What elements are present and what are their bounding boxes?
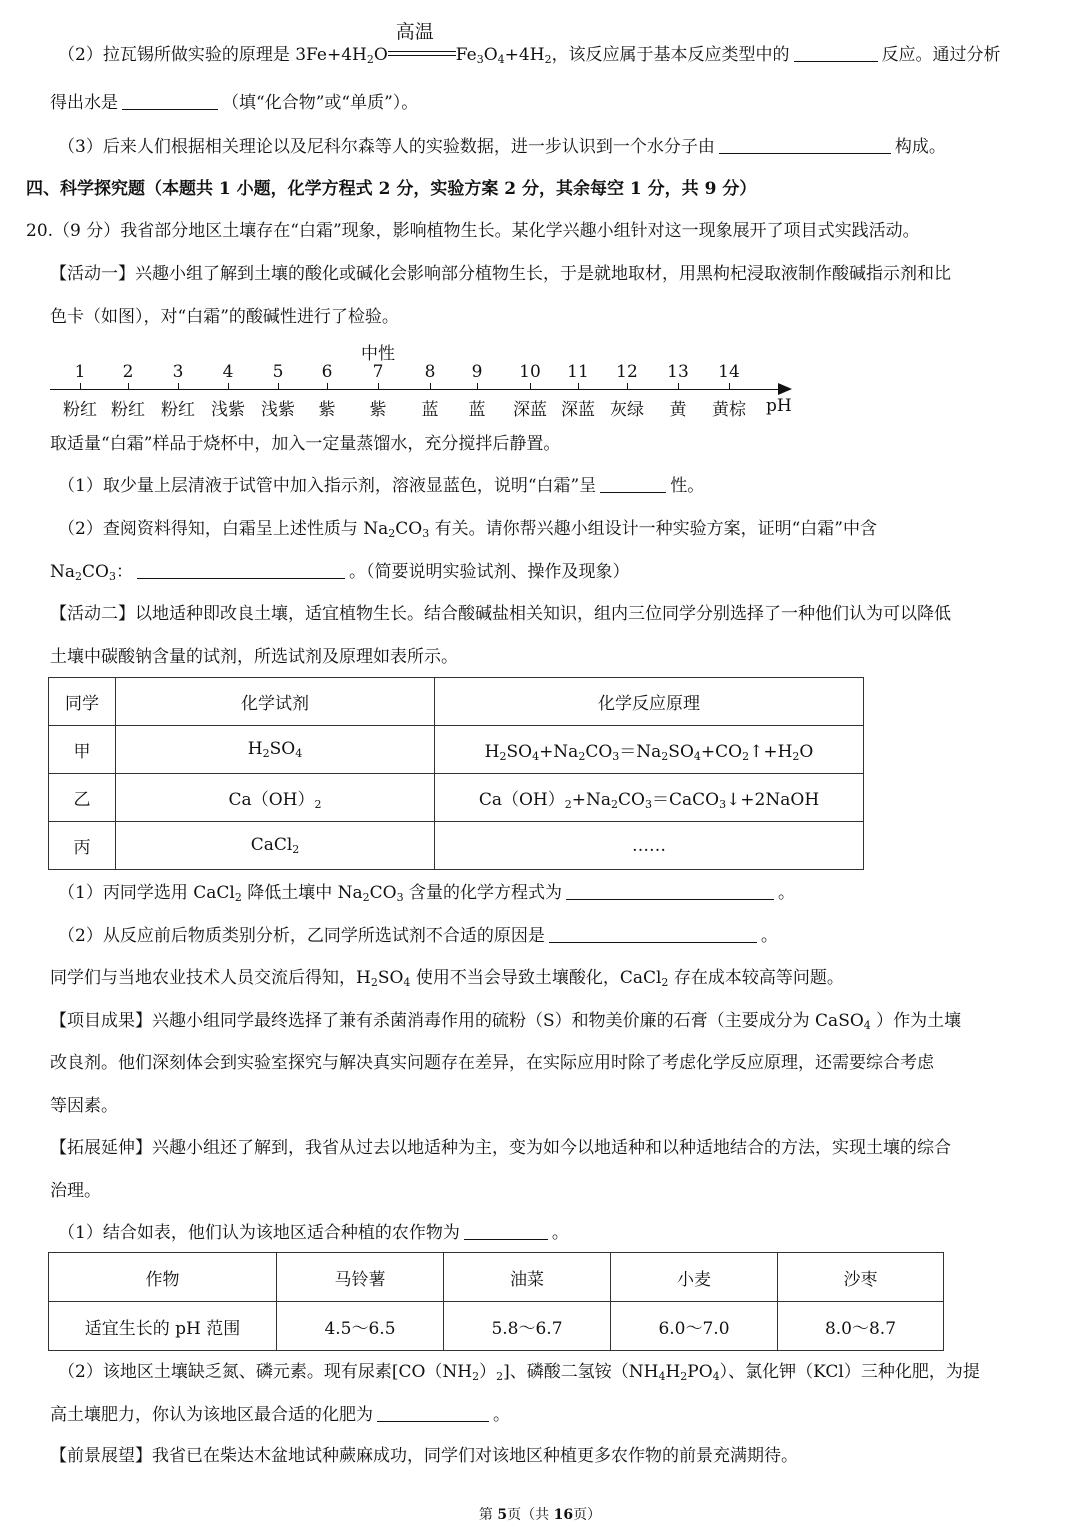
ph-tick-label: 6 [321, 362, 333, 382]
ph-color-label: 黄棕 [712, 400, 746, 420]
axis-arrow-icon [778, 383, 792, 395]
reagent-cell: CaCl$_2$ [116, 822, 435, 870]
ph-color-label: 黄 [669, 400, 687, 420]
crop-name: 油菜 [444, 1253, 611, 1302]
ph-color-label: 蓝 [468, 400, 486, 420]
reagent-cell: $Ca(OH)_2$ [116, 774, 435, 822]
answer-blank[interactable] [137, 562, 345, 579]
q20-step2-line1: （2）查阅资料得知，白霜呈上述性质与 $Na_2CO_3$ 有关。请你帮兴趣小组设计一种实验方案，证明“白霜”中含 [58, 519, 877, 540]
extension-q2-line2: 高土壤肥力，你认为该地区最合适的化肥为 。 [50, 1405, 510, 1425]
ph-color-label: 紫 [318, 400, 336, 420]
ph-tick [178, 383, 179, 389]
ph-color-label: 浅紫 [211, 400, 245, 420]
ph-tick [678, 383, 679, 389]
ph-tick [477, 383, 478, 389]
activity2-line2: 土壤中碳酸钠含量的试剂，所选试剂及原理如表所示。 [50, 647, 458, 667]
ph-color-label: 灰绿 [610, 400, 644, 420]
ph-tick [729, 383, 730, 389]
q19-part3: （3）后来人们根据相关理论以及尼科尔森等人的实验数据，进一步认识到一个水分子由 构成。 [58, 137, 946, 157]
crop-name: 沙枣 [778, 1253, 944, 1302]
ph-range: 5.8～6.7 [444, 1302, 611, 1351]
page-footer: 第 5页（共 16页） [478, 1507, 602, 1523]
extension-q1: （1）结合如表，他们认为该地区适合种植的农作物为 。 [58, 1223, 569, 1243]
principle-cell: …… [435, 822, 864, 870]
q20-step2-line2: $Na_2CO_3$： 。（简要说明实验试剂、操作及现象） [50, 562, 630, 583]
ph-color-scale [50, 340, 810, 420]
sample-prep: 取适量“白霜”样品于烧杯中，加入一定量蒸馏水，充分搅拌后静置。 [50, 434, 561, 454]
crop-ph-table [48, 1252, 944, 1351]
activity1-line1: 【活动一】兴趣小组了解到土壤的酸化或碱化会影响部分植物生长，于是就地取材，用黑枸杞浸取液制作酸碱指示剂和比 [50, 264, 951, 284]
ph-tick [378, 383, 379, 389]
ph-tick-label: 2 [122, 362, 134, 382]
section4-title: 四、科学探究题（本题共 1 小题，化学方程式 2 分，实验方案 2 分，其余每空 1 分，共 9 分） [26, 179, 757, 199]
ph-axis [50, 389, 785, 390]
ph-tick-label: 14 [718, 362, 740, 382]
ph-tick [530, 383, 531, 389]
ph-color-label: 深蓝 [561, 400, 595, 420]
crop-name: 小麦 [611, 1253, 778, 1302]
ph-tick [430, 383, 431, 389]
reaction-condition: 高温 [388, 42, 456, 62]
table-header: 化学试剂 [116, 678, 435, 726]
answer-blank[interactable] [377, 1405, 489, 1422]
q20-step1: （1）取少量上层清液于试管中加入指示剂，溶液显蓝色，说明“白霜”呈 性。 [58, 476, 705, 496]
ph-tick-label: 8 [424, 362, 436, 382]
table1-q1: （1）丙同学选用 CaCl$_2$ 降低土壤中 $Na_2CO_3$ 含量的化学方程式为 。 [58, 883, 795, 904]
student-cell: 乙 [49, 774, 116, 822]
student-cell: 甲 [49, 726, 116, 774]
crop-name: 马铃薯 [277, 1253, 444, 1302]
reagent-table [48, 677, 864, 870]
table-header: 化学反应原理 [435, 678, 864, 726]
table-header: 同学 [49, 678, 116, 726]
expert-note: 同学们与当地农业技术人员交流后得知，$H_2SO_4$ 使用不当会导致土壤酸化，CaCl$_2$ 存在成本较高等问题。 [50, 968, 844, 989]
reagent-cell: $H_2SO_4$ [116, 726, 435, 774]
q20-intro: 20.（9 分）我省部分地区土壤存在“白霜”现象，影响植物生长。某化学兴趣小组针对这一现象展开了项目式实践活动。 [26, 221, 920, 241]
principle-cell: $H_2SO_4+Na_2CO_3=Na_2SO_4+CO_2↑+H_2O$ [435, 726, 864, 774]
ph-color-label: 粉红 [111, 400, 145, 420]
q19-part2-line1: （2）拉瓦锡所做实验的原理是 $3Fe+4H_2O$ 高温 $Fe_3O_4+4H_2$，该反应属于基本反应类型中的 反应。通过分析 [58, 21, 1001, 66]
ph-color-label: 紫 [369, 400, 387, 420]
extension-line2: 治理。 [50, 1181, 101, 1201]
ph-color-label: 蓝 [421, 400, 439, 420]
answer-blank[interactable] [549, 926, 757, 943]
student-cell: 丙 [49, 822, 116, 870]
answer-blank[interactable] [122, 93, 218, 110]
answer-blank[interactable] [719, 137, 891, 154]
q19-part2-line2: 得出水是 （填“化合物”或“单质”）。 [50, 93, 419, 113]
ph-tick [327, 383, 328, 389]
ph-tick-label: 9 [471, 362, 483, 382]
ph-range: 8.0～8.7 [778, 1302, 944, 1351]
principle-cell: $Ca(OH)_2+Na_2CO_3=CaCO_3↓+2NaOH$ [435, 774, 864, 822]
ph-tick-label: 12 [616, 362, 638, 382]
ph-tick-label: 3 [172, 362, 184, 382]
ph-tick [80, 383, 81, 389]
table1-q2: （2）从反应前后物质类别分析，乙同学所选试剂不合适的原因是 。 [58, 926, 778, 946]
answer-blank[interactable] [794, 45, 878, 62]
ph-tick-label: 10 [519, 362, 541, 382]
ph-range: 4.5～6.5 [277, 1302, 444, 1351]
extension-line1: 【拓展延伸】兴趣小组还了解到，我省从过去以地适种为主，变为如今以地适种和以种适地结合的方法，实现土壤的综合 [50, 1138, 951, 1158]
neutral-label: 中性 [361, 344, 395, 364]
project-result-line1: 【项目成果】兴趣小组同学最终选择了兼有杀菌消毒作用的硫粉（S）和物美价廉的石膏（主要成分为 CaSO$_4$ ）作为土壤 [50, 1011, 962, 1032]
answer-blank[interactable] [600, 476, 666, 493]
ph-axis-label: pH [766, 396, 792, 416]
ph-tick-label: 1 [74, 362, 86, 382]
ph-color-label: 粉红 [63, 400, 97, 420]
row-label: 适宜生长的 pH 范围 [49, 1302, 277, 1351]
outlook: 【前景展望】我省已在柴达木盆地试种蕨麻成功，同学们对该地区种植更多农作物的前景充满期待。 [50, 1446, 798, 1466]
ph-tick [627, 383, 628, 389]
answer-blank[interactable] [566, 883, 774, 900]
extension-q2-line1: （2）该地区土壤缺乏氮、磷元素。现有尿素$[CO(NH_2)_2]$、磷酸二氢铵$(NH_4H_2PO_4)$、氯化钾（KCl）三种化肥，为提 [58, 1362, 980, 1383]
ph-color-label: 深蓝 [513, 400, 547, 420]
activity1-line2: 色卡（如图），对“白霜”的酸碱性进行了检验。 [50, 307, 399, 327]
ph-color-label: 浅紫 [261, 400, 295, 420]
ph-tick-label: 7 [372, 362, 384, 382]
ph-tick [578, 383, 579, 389]
ph-tick [228, 383, 229, 389]
answer-blank[interactable] [464, 1223, 548, 1240]
ph-tick-label: 4 [222, 362, 234, 382]
project-result-line3: 等因素。 [50, 1096, 118, 1116]
ph-tick-label: 5 [272, 362, 284, 382]
ph-tick [128, 383, 129, 389]
ph-tick-label: 11 [567, 362, 589, 382]
activity2-line1: 【活动二】以地适种即改良土壤，适宜植物生长。结合酸碱盐相关知识，组内三位同学分别选择了一种他们认为可以降低 [50, 604, 951, 624]
project-result-line2: 改良剂。他们深刻体会到实验室探究与解决真实问题存在差异，在实际应用时除了考虑化学反应原理，还需要综合考虑 [50, 1053, 934, 1073]
ph-color-label: 粉红 [161, 400, 195, 420]
ph-range: 6.0～7.0 [611, 1302, 778, 1351]
ph-tick [278, 383, 279, 389]
table-header: 作物 [49, 1253, 277, 1302]
ph-tick-label: 13 [667, 362, 689, 382]
